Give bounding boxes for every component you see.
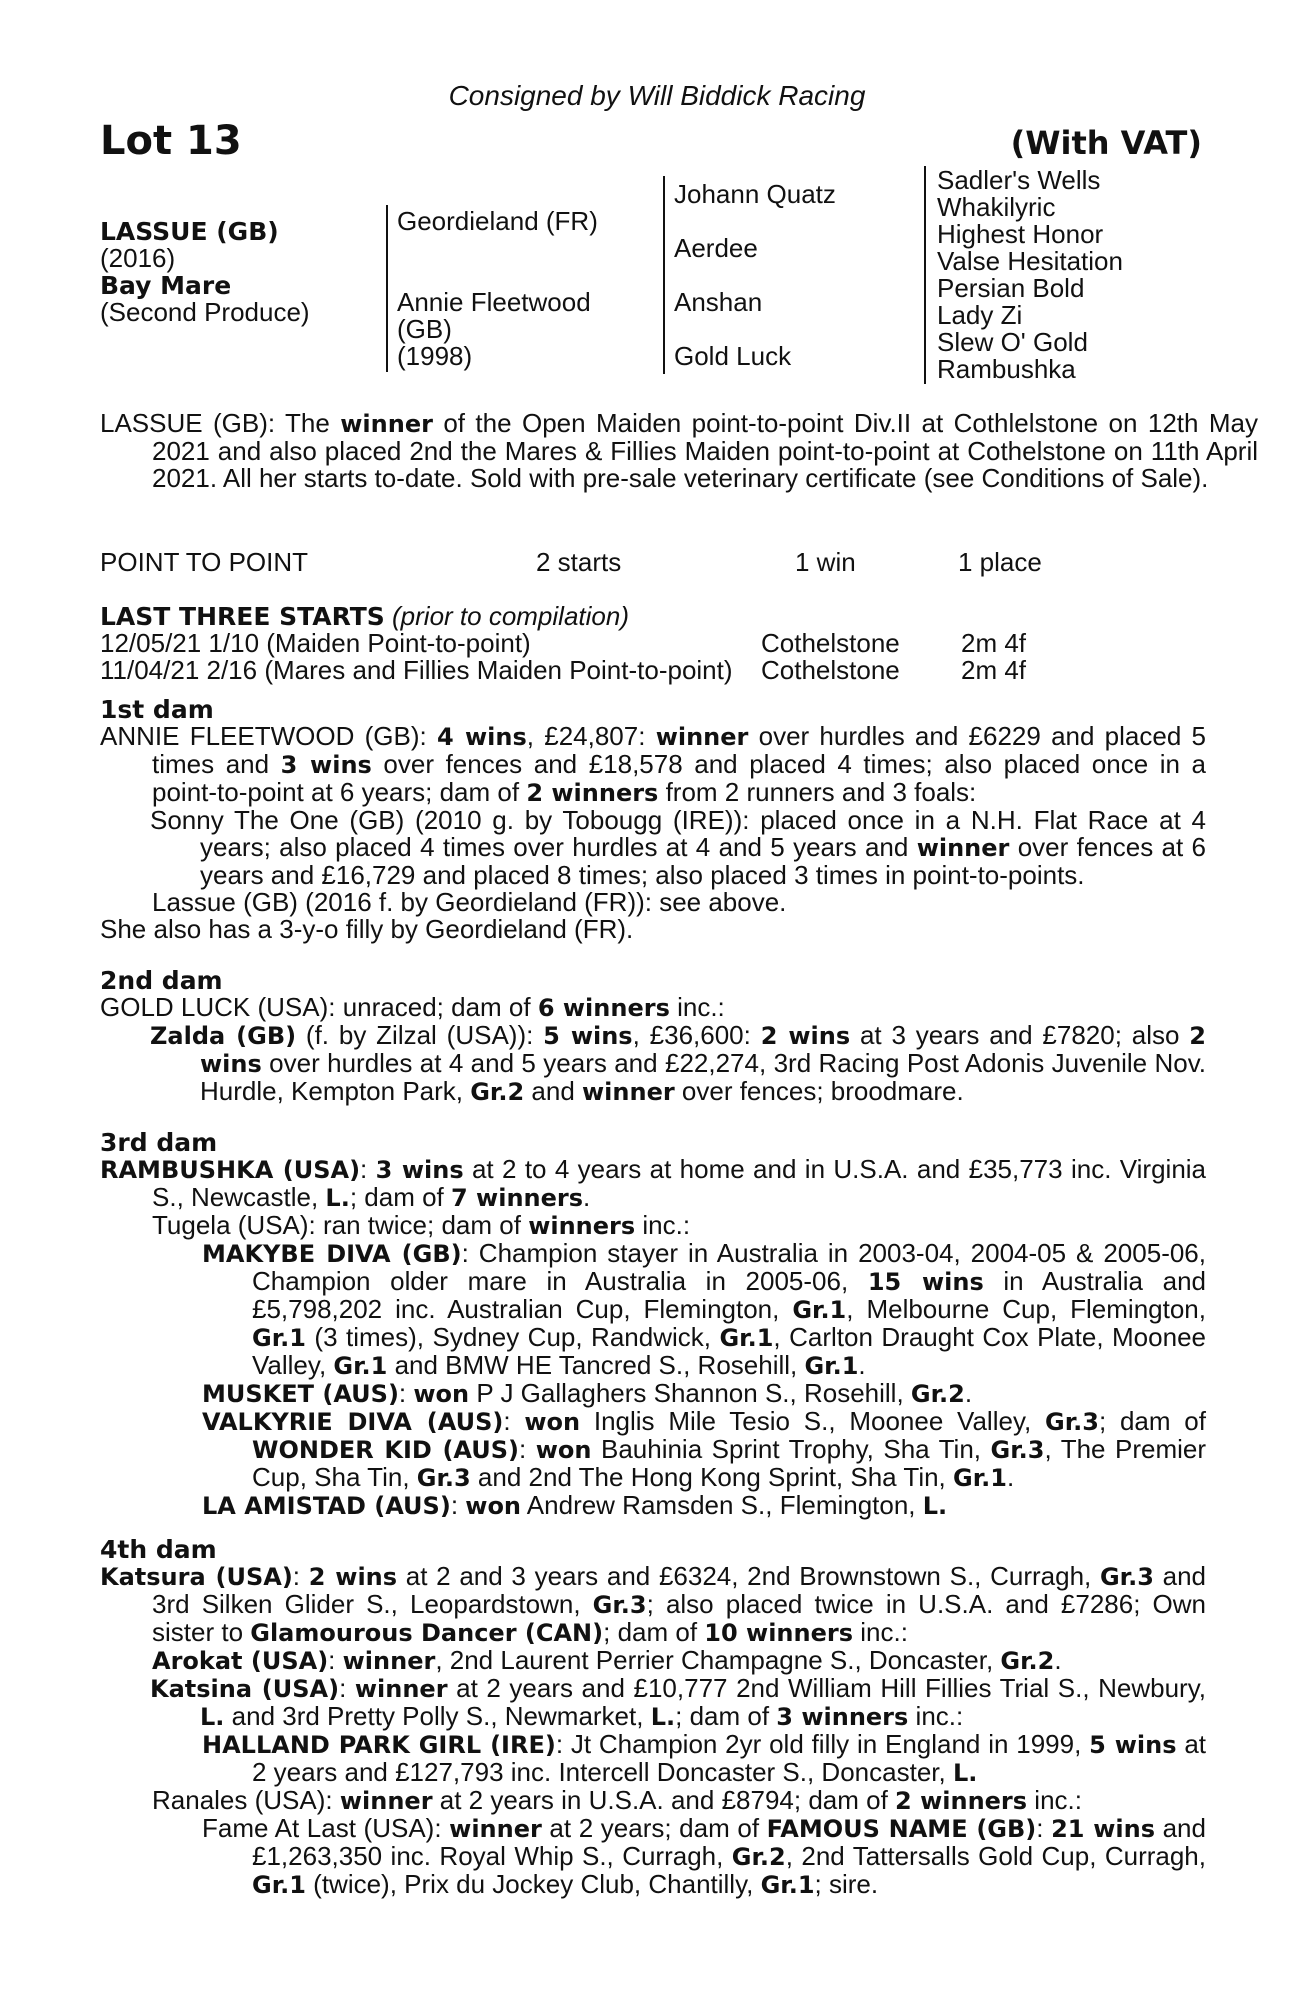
start-row-1-info: 12/05/21 1/10 (Maiden Point-to-point) [100,628,531,658]
pedigree-gen3-3: Highest Honor [937,219,1104,249]
fourth-dam-progeny-1: Arokat (USA): winner, 2nd Laurent Perrier Champagne S., Doncaster, Gr.2. [152,1645,1062,1675]
second-dam-text: GOLD LUCK (USA): unraced; dam of 6 winners inc.: [100,992,725,1022]
third-dam-grand-progeny-4: LA AMISTAD (AUS): won Andrew Ramsden S., Flemington, L. [202,1490,948,1520]
second-dam-progeny-1: Zalda (GB) (f. by Zilzal (USA)): 5 wins, £36,600: 2 wins at 3 years and £7820; also 2 wins over hurdles at 4 and 5 years and £22,274, 3rd Racing Post Adonis Juvenile Nov. Hurdle, Kempton Park, Gr.2 and winner over fences; broodmare. [150,1020,1206,1106]
second-dam-section [100,967,1206,1106]
pedigree-divider-3 [924,166,926,384]
horse-year: (2016) [100,243,176,273]
fourth-dam-grand-progeny-1: HALLAND PARK GIRL (IRE): Jt Champion 2yr old filly in England in 1999, 5 wins at 2 years and £127,793 inc. Intercell Doncaster S., Doncaster, L. [202,1729,1207,1787]
start-row-2-info: 11/04/21 2/16 (Mares and Fillies Maiden Point-to-point) [100,655,733,685]
pedigree-dam-year: (1998) [397,341,473,371]
third-dam-grand-progeny-2: MUSKET (AUS): won P J Gallaghers Shannon S., Rosehill, Gr.2. [202,1378,973,1408]
start-row-1-distance: 2m 4f [961,628,1027,658]
first-dam-progeny-2: Lassue (GB) (2016 f. by Geordieland (FR)): see above. [152,887,787,917]
pedigree-gen3-1: Sadler's Wells [937,165,1101,195]
pedigree-divider-1 [386,205,388,372]
first-dam-progeny-1: Sonny The One (GB) (2010 g. by Tobougg (IRE)): placed once in a N.H. Flat Race at 4 years; also placed 4 times over hurdles at 4 and 5 years and winner over fences at 6 years and £16,729 and placed 8 times; also placed 3 times in point-to-points. [150,805,1206,890]
pedigree-dam-name: Annie Fleetwood [397,287,591,317]
first-dam-text: ANNIE FLEETWOOD (GB): 4 wins, £24,807: winner over hurdles and £6229 and placed 5 times and 3 wins over fences and £18,578 and placed 4 times; also placed once in a point-to-point at 6 years; dam of 2 winners from 2 runners and 3 foals: [100,721,1207,807]
third-dam-section [100,1129,1206,1520]
pedigree-gen3-2: Whakilyric [937,192,1056,222]
pedigree-gen2-1: Johann Quatz [674,179,836,209]
pedigree-gen3-6: Lady Zi [937,300,1023,330]
fourth-dam-text: Katsura (USA): 2 wins at 2 and 3 years and £6324, 2nd Brownstown S., Curragh, Gr.3 and 3rd Silken Glider S., Leopardstown, Gr.3; also placed twice in U.S.A. and £7286; Own sister to Glamourous Dancer (CAN); dam of 10 winners inc.: [100,1561,1207,1647]
record-places: 1 place [958,547,1042,577]
fourth-dam-progeny-2: Katsina (USA): winner at 2 years and £10,777 2nd William Hill Fillies Trial S., Newbury, L. and 3rd Pretty Polly S., Newmarket, L.; dam of 3 winners inc.: [150,1673,1206,1731]
pedigree-dam-country: (GB) [397,314,452,344]
pedigree-gen2-4: Gold Luck [674,341,792,371]
vat-label: (With VAT) [1010,124,1202,162]
horse-name: LASSUE (GB) [100,217,279,246]
pedigree-gen3-4: Valse Hesitation [937,246,1123,276]
first-dam-note: She also has a 3-y-o filly by Geordieland (FR). [100,914,634,944]
pedigree-gen3-7: Slew O' Gold [937,327,1088,357]
consignor-line: Consigned by Will Biddick Racing [448,80,866,111]
pedigree-sire: Geordieland (FR) [397,206,598,236]
fourth-dam-grand-progeny-2: Fame At Last (USA): winner at 2 years; dam of FAMOUS NAME (GB): 21 wins and £1,263,350 inc. Royal Whip S., Curragh, Gr.2, 2nd Tattersalls Gold Cup, Curragh, Gr.1 (twice), Prix du Jockey Club, Chantilly, Gr.1; sire. [202,1813,1206,1899]
pedigree-divider-2 [663,176,665,374]
lot-number: Lot 13 [100,118,242,164]
horse-identity [100,218,310,326]
first-dam-heading: 1st dam [100,695,214,724]
record-label: POINT TO POINT [100,547,309,577]
record-starts: 2 starts [536,547,622,577]
start-row-2-venue: Cothelstone [761,655,900,685]
race-summary: LASSUE (GB): The winner of the Open Maiden point-to-point Div.II at Cothlelstone on 12th May 2021 and also placed 2nd the Mares & Fillies Maiden point-to-point at Cothelstone on 11th April 2021. All her starts to-date. Sold with pre-sale veterinary certificate (see Conditions of Sale). [100,408,1258,493]
pedigree-gen2-3: Anshan [674,287,763,317]
third-dam-grand-progeny-3: VALKYRIE DIVA (AUS): won Inglis Mile Tesio S., Moonee Valley, Gr.3; dam of WONDER KID (AUS): won Bauhinia Sprint Trophy, Sha Tin, Gr.3, The Premier Cup, Sha Tin, Gr.3 and 2nd The Hong Kong Sprint, Sha Tin, Gr.1. [202,1406,1207,1492]
start-row-1-venue: Cothelstone [761,628,900,658]
third-dam-grand-progeny-1: MAKYBE DIVA (GB): Champion stayer in Australia in 2003-04, 2004-05 & 2005-06, Champion older mare in Australia in 2005-06, 15 wins in Australia and £5,798,202 inc. Australian Cup, Flemington, Gr.1, Melbourne Cup, Flemington, Gr.1 (3 times), Sydney Cup, Randwick, Gr.1, Carlton Draught Cox Plate, Moonee Valley, Gr.1 and BMW HE Tancred S., Rosehill, Gr.1. [202,1238,1206,1380]
pedigree-dam [397,289,591,370]
horse-produce: (Second Produce) [100,297,310,327]
fourth-dam-heading: 4th dam [100,1535,217,1564]
first-dam-section [100,696,1206,943]
pedigree-gen3-8: Rambushka [937,354,1076,384]
fourth-dam-section [100,1536,1206,1899]
fourth-dam-progeny-3: Ranales (USA): winner at 2 years in U.S.A. and £8794; dam of 2 winners inc.: [152,1785,1082,1815]
pedigree-gen2-2: Aerdee [674,233,758,263]
horse-sex: Bay Mare [100,271,232,300]
record-wins: 1 win [795,547,856,577]
third-dam-heading: 3rd dam [100,1128,218,1157]
third-dam-progeny-1: Tugela (USA): ran twice; dam of winners inc.: [152,1210,691,1240]
start-row-2-distance: 2m 4f [961,655,1027,685]
pedigree-gen3 [937,167,1123,383]
second-dam-heading: 2nd dam [100,966,223,995]
third-dam-text: RAMBUSHKA (USA): 3 wins at 2 to 4 years at home and in U.S.A. and £35,773 inc. Virginia S., Newcastle, L.; dam of 7 winners. [100,1154,1207,1212]
last-starts-heading: LAST THREE STARTS (prior to compilation) [100,601,629,631]
pedigree-gen3-5: Persian Bold [937,273,1085,303]
